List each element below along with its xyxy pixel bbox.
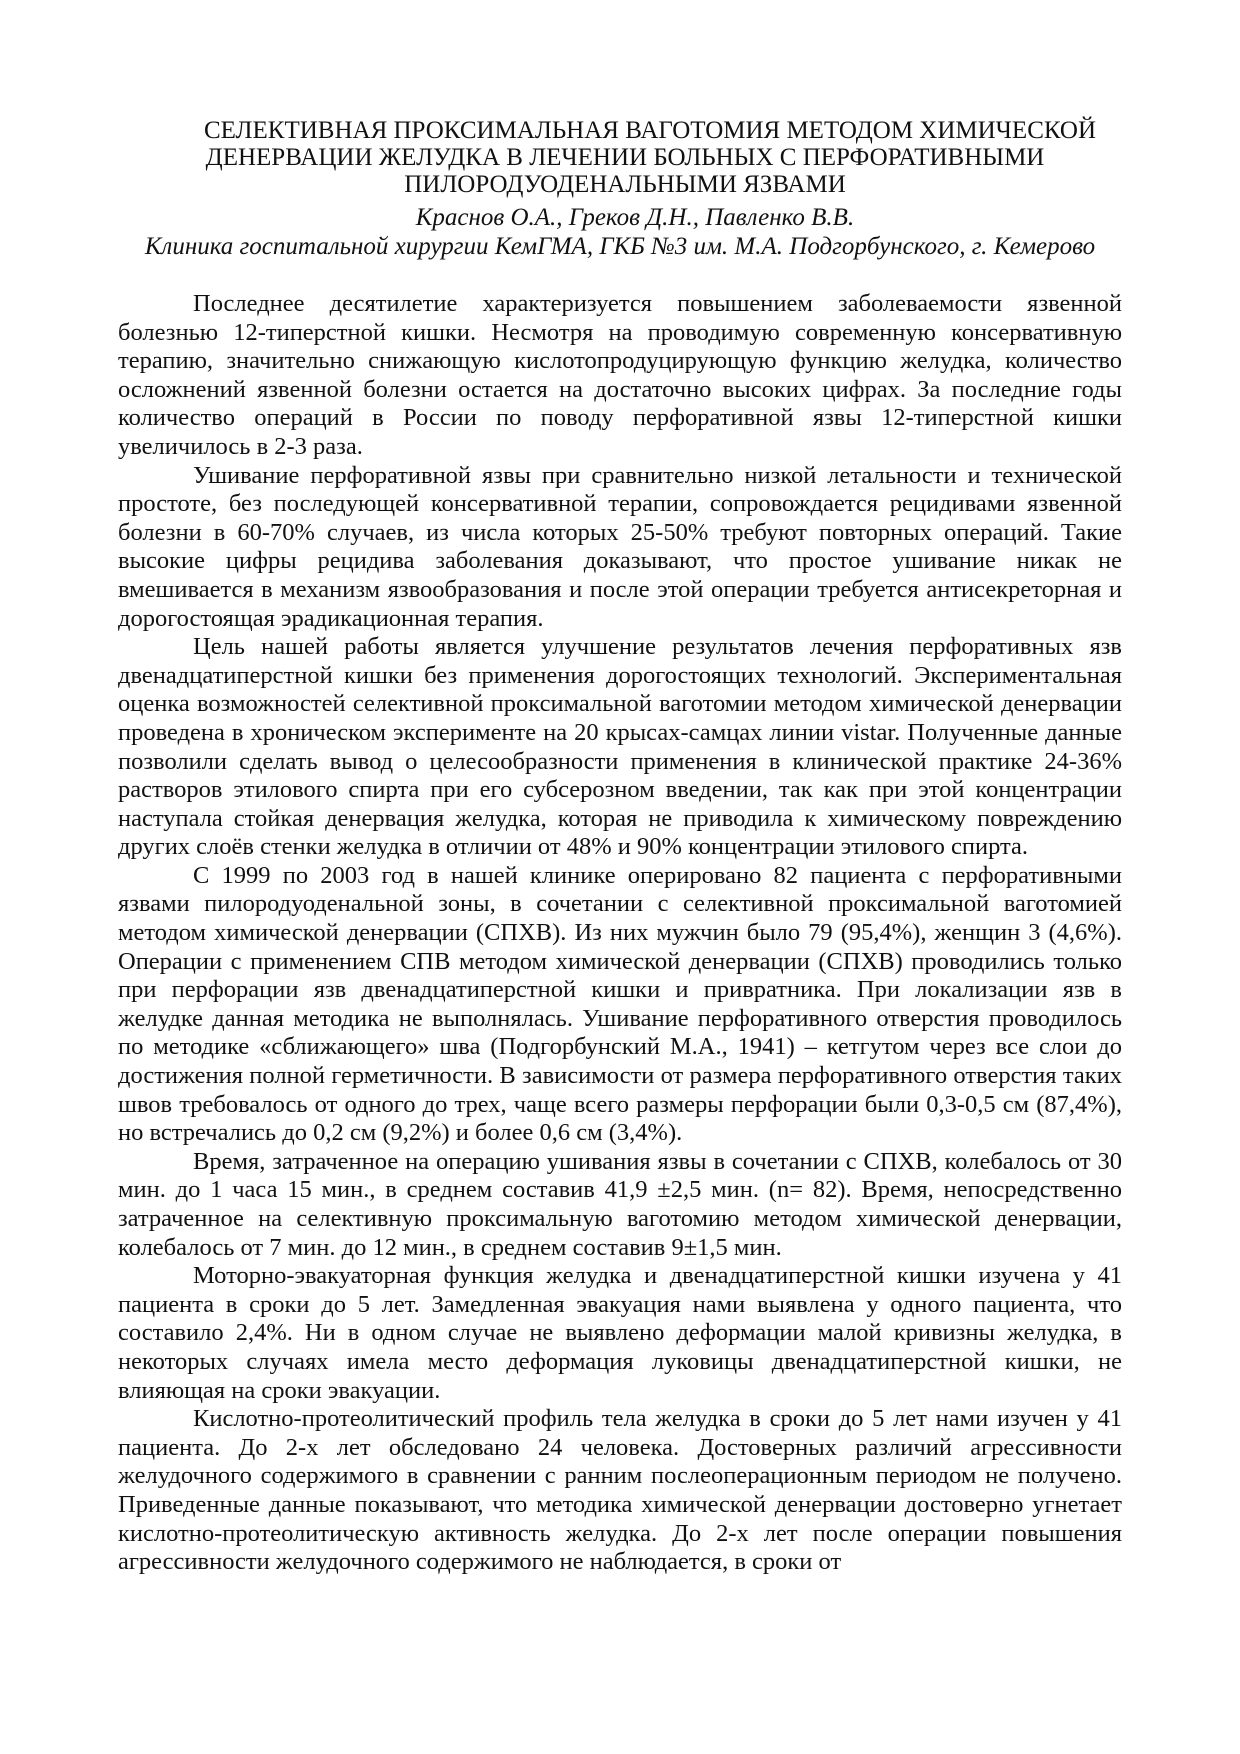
- paragraph: Время, затраченное на операцию ушивания язвы в сочетании с СПХВ, колебалось от 30 мин. до 1 часа 15 мин., в среднем составив 41,9 ±2,5 мин. (n= 82). Время, непосредственно затраченное на селективную проксимальную ваготомию методом химической денервации, колебалось от 7 мин. до 12 мин., в среднем составив 9±1,5 мин.: [118, 1147, 1122, 1261]
- paragraph: Последнее десятилетие характеризуется повышением заболеваемости язвенной болезнью 12-типерстной кишки. Несмотря на проводимую современную консервативную терапию, значительно снижающую кислотопродуцирующую функцию желудка, количество осложнений язвенной болезни остается на достаточно высоких цифрах. За последние годы количество операций в России по поводу перфоративной язвы 12-типерстной кишки увеличилось в 2-3 раза.: [118, 290, 1122, 460]
- authors-line: Краснов О.А., Греков Д.Н., Павленко В.В.: [415, 204, 855, 231]
- paragraph: С 1999 по 2003 год в нашей клинике оперировано 82 пациента с перфоративными язвами пилородуоденальной зоны, в сочетании с селективной проксимальной ваготомией методом химической денервации (СПХВ). Из них мужчин было 79 (95,4%), женщин 3 (4,6%). Операции с применением СПВ методом химической денервации (СПХВ) проводились только при перфорации язв двенадцатиперстной кишки и привратника. При локализации язв в желудке данная методика не выполнялась. Ушивание перфоративного отверстия проводилось по методике «сближающего» шва (Подгорбунский М.А., 1941) – кетгутом через все слои до достижения полной герметичности. В зависимости от размера перфоративного отверстия таких швов требовалось от одного до трех, чаще всего размеры перфорации были 0,3-0,5 см (87,4%), но встречались до 0,2 см (9,2%) и более 0,6 см (3,4%).: [118, 861, 1122, 1147]
- article-title: [120, 117, 1120, 198]
- title-line-2: ДЕНЕРВАЦИИ ЖЕЛУДКА В ЛЕЧЕНИИ БОЛЬНЫХ С ПЕРФОРАТИВНЫМИ: [205, 144, 1045, 171]
- title-line-3: ПИЛОРОДУОДЕНАЛЬНЫМИ ЯЗВАМИ: [404, 171, 846, 198]
- title-line-1: СЕЛЕКТИВНАЯ ПРОКСИМАЛЬНАЯ ВАГОТОМИЯ МЕТОДОМ ХИМИЧЕСКОЙ: [203, 117, 1097, 144]
- affiliation-line: Клиника госпитальной хирургии КемГМА, ГКБ №3 им. М.А. Подгорбунского, г. Кемерово: [144, 233, 1096, 260]
- paragraph: Кислотно-протеолитический профиль тела желудка в сроки до 5 лет нами изучен у 41 пациента. До 2-х лет обследовано 24 человека. Достоверных различий агрессивности желудочного содержимого в сравнении с ранним послеоперационным периодом не получено. Приведенные данные показывают, что методика химической денервации достоверно угнетает кислотно-протеолитическую активность желудка. До 2-х лет после операции повышения агрессивности желудочного содержимого не наблюдается, в сроки от: [118, 1405, 1122, 1576]
- paragraph: Ушивание перфоративной язвы при сравнительно низкой летальности и технической простоте, без последующей консервативной терапии, сопровождается рецидивами язвенной болезни в 60-70% случаев, из числа которых 25-50% требуют повторных операций. Такие высокие цифры рецидива заболевания доказывают, что простое ушивание никак не вмешивается в механизм язвообразования и после этой операции требуется антисекреторная и дорогостоящая эрадикационная терапия.: [118, 461, 1122, 632]
- article-body: [118, 290, 1122, 1577]
- paragraph: Цель нашей работы является улучшение результатов лечения перфоративных язв двенадцатиперстной кишки без применения дорогостоящих технологий. Экспериментальная оценка возможностей селективной проксимальной ваготомии методом химической денервации проведена в хроническом эксперименте на 20 крысах-самцах линии vistar. Полученные данные позволили сделать вывод о целесообразности применения в клинической практике 24-36% растворов этилового спирта при его субсерозном введении, так как при этой концентрации наступала стойкая денервация желудка, которая не приводила к химическому повреждению других слоёв стенки желудка в отличии от 48% и 90% концентрации этилового спирта.: [118, 633, 1122, 861]
- paragraph: Моторно-эвакуаторная функция желудка и двенадцатиперстной кишки изучена у 41 пациента в сроки до 5 лет. Замедленная эвакуация нами выявлена у одного пациента, что составило 2,4%. Ни в одном случае не выявлено деформации малой кривизны желудка, в некоторых случаях имела место деформация луковицы двенадцатиперстной кишки, не влияющая на сроки эвакуации.: [118, 1262, 1122, 1404]
